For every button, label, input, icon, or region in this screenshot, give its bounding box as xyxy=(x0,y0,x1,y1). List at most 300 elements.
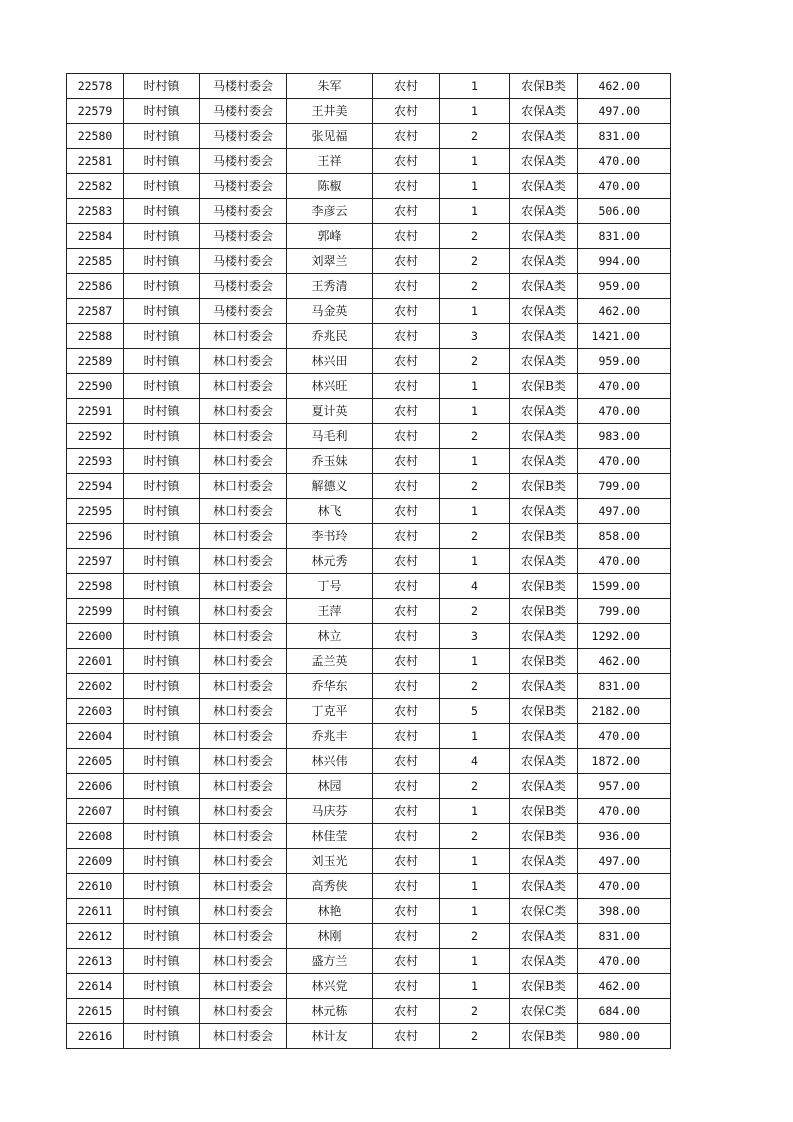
name-cell: 陈椒 xyxy=(287,174,373,199)
town-cell: 时村镇 xyxy=(124,124,200,149)
household-count-cell: 1 xyxy=(440,549,510,574)
household-count-cell: 4 xyxy=(440,749,510,774)
row-id-cell: 22585 xyxy=(67,249,124,274)
row-id-cell: 22601 xyxy=(67,649,124,674)
row-id-cell: 22589 xyxy=(67,349,124,374)
area-type-cell: 农村 xyxy=(373,599,440,624)
amount-cell: 831.00 xyxy=(578,124,671,149)
household-count-cell: 3 xyxy=(440,324,510,349)
amount-cell: 470.00 xyxy=(578,549,671,574)
name-cell: 林兴旺 xyxy=(287,374,373,399)
household-count-cell: 2 xyxy=(440,474,510,499)
insurance-category-cell: 农保C类 xyxy=(510,999,578,1024)
town-cell: 时村镇 xyxy=(124,649,200,674)
household-count-cell: 2 xyxy=(440,824,510,849)
row-id-cell: 22586 xyxy=(67,274,124,299)
amount-cell: 462.00 xyxy=(578,74,671,99)
village-cell: 林口村委会 xyxy=(200,799,287,824)
insurance-category-cell: 农保A类 xyxy=(510,874,578,899)
area-type-cell: 农村 xyxy=(373,249,440,274)
insurance-category-cell: 农保C类 xyxy=(510,899,578,924)
amount-cell: 983.00 xyxy=(578,424,671,449)
row-id-cell: 22593 xyxy=(67,449,124,474)
insurance-category-cell: 农保B类 xyxy=(510,599,578,624)
table-row xyxy=(67,449,671,474)
table-row xyxy=(67,974,671,999)
insurance-category-cell: 农保B类 xyxy=(510,474,578,499)
town-cell: 时村镇 xyxy=(124,724,200,749)
table-row xyxy=(67,799,671,824)
table-row xyxy=(67,624,671,649)
town-cell: 时村镇 xyxy=(124,974,200,999)
name-cell: 林元栋 xyxy=(287,999,373,1024)
household-count-cell: 1 xyxy=(440,399,510,424)
row-id-cell: 22584 xyxy=(67,224,124,249)
table-row xyxy=(67,299,671,324)
name-cell: 王秀清 xyxy=(287,274,373,299)
village-cell: 林口村委会 xyxy=(200,649,287,674)
row-id-cell: 22613 xyxy=(67,949,124,974)
name-cell: 林艳 xyxy=(287,899,373,924)
insurance-category-cell: 农保A类 xyxy=(510,224,578,249)
household-count-cell: 5 xyxy=(440,699,510,724)
household-count-cell: 1 xyxy=(440,849,510,874)
village-cell: 林口村委会 xyxy=(200,849,287,874)
village-cell: 马楼村委会 xyxy=(200,274,287,299)
name-cell: 丁号 xyxy=(287,574,373,599)
name-cell: 林立 xyxy=(287,624,373,649)
village-cell: 林口村委会 xyxy=(200,674,287,699)
household-count-cell: 2 xyxy=(440,674,510,699)
row-id-cell: 22608 xyxy=(67,824,124,849)
amount-cell: 470.00 xyxy=(578,724,671,749)
row-id-cell: 22598 xyxy=(67,574,124,599)
village-cell: 林口村委会 xyxy=(200,399,287,424)
town-cell: 时村镇 xyxy=(124,324,200,349)
amount-cell: 497.00 xyxy=(578,499,671,524)
area-type-cell: 农村 xyxy=(373,549,440,574)
area-type-cell: 农村 xyxy=(373,699,440,724)
insurance-category-cell: 农保A类 xyxy=(510,274,578,299)
table-row xyxy=(67,599,671,624)
amount-cell: 462.00 xyxy=(578,974,671,999)
insurance-category-cell: 农保A类 xyxy=(510,249,578,274)
table-row xyxy=(67,324,671,349)
amount-cell: 470.00 xyxy=(578,449,671,474)
area-type-cell: 农村 xyxy=(373,924,440,949)
area-type-cell: 农村 xyxy=(373,524,440,549)
area-type-cell: 农村 xyxy=(373,274,440,299)
area-type-cell: 农村 xyxy=(373,449,440,474)
town-cell: 时村镇 xyxy=(124,449,200,474)
village-cell: 林口村委会 xyxy=(200,949,287,974)
household-count-cell: 1 xyxy=(440,99,510,124)
name-cell: 丁克平 xyxy=(287,699,373,724)
table-row xyxy=(67,999,671,1024)
name-cell: 李书玲 xyxy=(287,524,373,549)
area-type-cell: 农村 xyxy=(373,799,440,824)
amount-cell: 470.00 xyxy=(578,799,671,824)
insurance-category-cell: 农保A类 xyxy=(510,349,578,374)
household-count-cell: 1 xyxy=(440,499,510,524)
row-id-cell: 22580 xyxy=(67,124,124,149)
village-cell: 林口村委会 xyxy=(200,924,287,949)
area-type-cell: 农村 xyxy=(373,874,440,899)
area-type-cell: 农村 xyxy=(373,499,440,524)
area-type-cell: 农村 xyxy=(373,649,440,674)
table-row xyxy=(67,849,671,874)
table-row xyxy=(67,99,671,124)
area-type-cell: 农村 xyxy=(373,224,440,249)
name-cell: 乔华东 xyxy=(287,674,373,699)
name-cell: 乔玉妹 xyxy=(287,449,373,474)
village-cell: 林口村委会 xyxy=(200,749,287,774)
household-count-cell: 1 xyxy=(440,874,510,899)
insurance-category-cell: 农保B类 xyxy=(510,524,578,549)
area-type-cell: 农村 xyxy=(373,674,440,699)
table-row xyxy=(67,774,671,799)
area-type-cell: 农村 xyxy=(373,74,440,99)
area-type-cell: 农村 xyxy=(373,299,440,324)
insurance-category-cell: 农保A类 xyxy=(510,324,578,349)
insurance-category-cell: 农保A类 xyxy=(510,199,578,224)
row-id-cell: 22591 xyxy=(67,399,124,424)
town-cell: 时村镇 xyxy=(124,599,200,624)
amount-cell: 470.00 xyxy=(578,874,671,899)
village-cell: 林口村委会 xyxy=(200,374,287,399)
area-type-cell: 农村 xyxy=(373,174,440,199)
name-cell: 乔兆民 xyxy=(287,324,373,349)
row-id-cell: 22592 xyxy=(67,424,124,449)
insurance-category-cell: 农保A类 xyxy=(510,924,578,949)
table-row xyxy=(67,874,671,899)
row-id-cell: 22606 xyxy=(67,774,124,799)
name-cell: 林佳莹 xyxy=(287,824,373,849)
table-row xyxy=(67,399,671,424)
household-count-cell: 1 xyxy=(440,74,510,99)
amount-cell: 398.00 xyxy=(578,899,671,924)
row-id-cell: 22611 xyxy=(67,899,124,924)
insurance-category-cell: 农保A类 xyxy=(510,424,578,449)
row-id-cell: 22596 xyxy=(67,524,124,549)
name-cell: 刘翠兰 xyxy=(287,249,373,274)
insurance-category-cell: 农保A类 xyxy=(510,674,578,699)
table-row xyxy=(67,549,671,574)
amount-cell: 497.00 xyxy=(578,99,671,124)
town-cell: 时村镇 xyxy=(124,99,200,124)
village-cell: 林口村委会 xyxy=(200,499,287,524)
row-id-cell: 22605 xyxy=(67,749,124,774)
village-cell: 林口村委会 xyxy=(200,549,287,574)
row-id-cell: 22594 xyxy=(67,474,124,499)
name-cell: 王祥 xyxy=(287,149,373,174)
town-cell: 时村镇 xyxy=(124,849,200,874)
row-id-cell: 22595 xyxy=(67,499,124,524)
insurance-category-cell: 农保B类 xyxy=(510,374,578,399)
household-count-cell: 1 xyxy=(440,299,510,324)
village-cell: 马楼村委会 xyxy=(200,174,287,199)
name-cell: 林园 xyxy=(287,774,373,799)
table-row xyxy=(67,74,671,99)
name-cell: 刘玉光 xyxy=(287,849,373,874)
village-cell: 林口村委会 xyxy=(200,724,287,749)
name-cell: 盛方兰 xyxy=(287,949,373,974)
insurance-category-cell: 农保A类 xyxy=(510,399,578,424)
household-count-cell: 4 xyxy=(440,574,510,599)
area-type-cell: 农村 xyxy=(373,349,440,374)
area-type-cell: 农村 xyxy=(373,624,440,649)
amount-cell: 980.00 xyxy=(578,1024,671,1049)
row-id-cell: 22583 xyxy=(67,199,124,224)
name-cell: 乔兆丰 xyxy=(287,724,373,749)
name-cell: 林兴田 xyxy=(287,349,373,374)
insurance-category-cell: 农保B类 xyxy=(510,799,578,824)
table-row xyxy=(67,949,671,974)
name-cell: 林兴党 xyxy=(287,974,373,999)
household-count-cell: 1 xyxy=(440,724,510,749)
town-cell: 时村镇 xyxy=(124,424,200,449)
village-cell: 马楼村委会 xyxy=(200,249,287,274)
household-count-cell: 2 xyxy=(440,599,510,624)
row-id-cell: 22604 xyxy=(67,724,124,749)
amount-cell: 1599.00 xyxy=(578,574,671,599)
area-type-cell: 农村 xyxy=(373,199,440,224)
table-row xyxy=(67,274,671,299)
area-type-cell: 农村 xyxy=(373,424,440,449)
amount-cell: 1292.00 xyxy=(578,624,671,649)
row-id-cell: 22587 xyxy=(67,299,124,324)
village-cell: 林口村委会 xyxy=(200,424,287,449)
name-cell: 王井美 xyxy=(287,99,373,124)
insurance-category-cell: 农保A类 xyxy=(510,99,578,124)
amount-cell: 957.00 xyxy=(578,774,671,799)
household-count-cell: 1 xyxy=(440,174,510,199)
amount-cell: 831.00 xyxy=(578,674,671,699)
area-type-cell: 农村 xyxy=(373,474,440,499)
row-id-cell: 22603 xyxy=(67,699,124,724)
insurance-category-cell: 农保A类 xyxy=(510,624,578,649)
table-row xyxy=(67,649,671,674)
household-count-cell: 1 xyxy=(440,899,510,924)
town-cell: 时村镇 xyxy=(124,949,200,974)
name-cell: 林刚 xyxy=(287,924,373,949)
town-cell: 时村镇 xyxy=(124,274,200,299)
area-type-cell: 农村 xyxy=(373,949,440,974)
amount-cell: 799.00 xyxy=(578,599,671,624)
insurance-category-cell: 农保A类 xyxy=(510,299,578,324)
area-type-cell: 农村 xyxy=(373,399,440,424)
area-type-cell: 农村 xyxy=(373,849,440,874)
area-type-cell: 农村 xyxy=(373,724,440,749)
area-type-cell: 农村 xyxy=(373,774,440,799)
town-cell: 时村镇 xyxy=(124,824,200,849)
household-count-cell: 3 xyxy=(440,624,510,649)
village-cell: 林口村委会 xyxy=(200,574,287,599)
name-cell: 高秀侠 xyxy=(287,874,373,899)
table-row xyxy=(67,349,671,374)
household-count-cell: 2 xyxy=(440,999,510,1024)
row-id-cell: 22581 xyxy=(67,149,124,174)
table-row xyxy=(67,199,671,224)
row-id-cell: 22590 xyxy=(67,374,124,399)
name-cell: 林元秀 xyxy=(287,549,373,574)
amount-cell: 831.00 xyxy=(578,224,671,249)
row-id-cell: 22602 xyxy=(67,674,124,699)
village-cell: 林口村委会 xyxy=(200,974,287,999)
row-id-cell: 22609 xyxy=(67,849,124,874)
area-type-cell: 农村 xyxy=(373,974,440,999)
area-type-cell: 农村 xyxy=(373,999,440,1024)
table-row xyxy=(67,924,671,949)
amount-cell: 959.00 xyxy=(578,349,671,374)
village-cell: 马楼村委会 xyxy=(200,149,287,174)
town-cell: 时村镇 xyxy=(124,874,200,899)
town-cell: 时村镇 xyxy=(124,624,200,649)
area-type-cell: 农村 xyxy=(373,824,440,849)
village-cell: 林口村委会 xyxy=(200,324,287,349)
household-count-cell: 2 xyxy=(440,249,510,274)
area-type-cell: 农村 xyxy=(373,324,440,349)
table-row xyxy=(67,674,671,699)
table-row xyxy=(67,1024,671,1049)
household-count-cell: 1 xyxy=(440,649,510,674)
village-cell: 马楼村委会 xyxy=(200,99,287,124)
town-cell: 时村镇 xyxy=(124,349,200,374)
town-cell: 时村镇 xyxy=(124,374,200,399)
row-id-cell: 22616 xyxy=(67,1024,124,1049)
town-cell: 时村镇 xyxy=(124,674,200,699)
row-id-cell: 22578 xyxy=(67,74,124,99)
village-cell: 林口村委会 xyxy=(200,899,287,924)
row-id-cell: 22614 xyxy=(67,974,124,999)
household-count-cell: 1 xyxy=(440,149,510,174)
table-row xyxy=(67,499,671,524)
town-cell: 时村镇 xyxy=(124,74,200,99)
table-row xyxy=(67,224,671,249)
amount-cell: 497.00 xyxy=(578,849,671,874)
household-count-cell: 2 xyxy=(440,124,510,149)
village-cell: 林口村委会 xyxy=(200,449,287,474)
amount-cell: 831.00 xyxy=(578,924,671,949)
row-id-cell: 22599 xyxy=(67,599,124,624)
name-cell: 孟兰英 xyxy=(287,649,373,674)
name-cell: 王萍 xyxy=(287,599,373,624)
town-cell: 时村镇 xyxy=(124,574,200,599)
town-cell: 时村镇 xyxy=(124,149,200,174)
area-type-cell: 农村 xyxy=(373,1024,440,1049)
area-type-cell: 农村 xyxy=(373,99,440,124)
amount-cell: 470.00 xyxy=(578,374,671,399)
name-cell: 马庆芬 xyxy=(287,799,373,824)
town-cell: 时村镇 xyxy=(124,799,200,824)
row-id-cell: 22597 xyxy=(67,549,124,574)
household-count-cell: 1 xyxy=(440,199,510,224)
village-cell: 马楼村委会 xyxy=(200,74,287,99)
insurance-category-cell: 农保B类 xyxy=(510,1024,578,1049)
area-type-cell: 农村 xyxy=(373,899,440,924)
household-count-cell: 1 xyxy=(440,974,510,999)
town-cell: 时村镇 xyxy=(124,1024,200,1049)
table-row xyxy=(67,374,671,399)
village-cell: 林口村委会 xyxy=(200,474,287,499)
name-cell: 林飞 xyxy=(287,499,373,524)
row-id-cell: 22615 xyxy=(67,999,124,1024)
table-row xyxy=(67,724,671,749)
name-cell: 郭峰 xyxy=(287,224,373,249)
household-count-cell: 2 xyxy=(440,924,510,949)
village-cell: 马楼村委会 xyxy=(200,299,287,324)
town-cell: 时村镇 xyxy=(124,899,200,924)
household-count-cell: 2 xyxy=(440,224,510,249)
insurance-category-cell: 农保A类 xyxy=(510,774,578,799)
area-type-cell: 农村 xyxy=(373,149,440,174)
village-cell: 马楼村委会 xyxy=(200,224,287,249)
table-row xyxy=(67,174,671,199)
village-cell: 林口村委会 xyxy=(200,599,287,624)
name-cell: 夏计英 xyxy=(287,399,373,424)
insurance-category-cell: 农保A类 xyxy=(510,174,578,199)
household-count-cell: 2 xyxy=(440,1024,510,1049)
household-count-cell: 2 xyxy=(440,774,510,799)
village-cell: 林口村委会 xyxy=(200,699,287,724)
insurance-category-cell: 农保A类 xyxy=(510,449,578,474)
amount-cell: 1421.00 xyxy=(578,324,671,349)
table-row xyxy=(67,749,671,774)
data-table xyxy=(66,73,671,1049)
name-cell: 解德义 xyxy=(287,474,373,499)
insurance-category-cell: 农保A类 xyxy=(510,149,578,174)
insurance-category-cell: 农保A类 xyxy=(510,549,578,574)
row-id-cell: 22612 xyxy=(67,924,124,949)
amount-cell: 959.00 xyxy=(578,274,671,299)
town-cell: 时村镇 xyxy=(124,699,200,724)
amount-cell: 936.00 xyxy=(578,824,671,849)
town-cell: 时村镇 xyxy=(124,299,200,324)
row-id-cell: 22582 xyxy=(67,174,124,199)
insurance-category-cell: 农保B类 xyxy=(510,974,578,999)
insurance-category-cell: 农保B类 xyxy=(510,649,578,674)
amount-cell: 994.00 xyxy=(578,249,671,274)
table-row xyxy=(67,899,671,924)
village-cell: 林口村委会 xyxy=(200,824,287,849)
table-row xyxy=(67,524,671,549)
amount-cell: 684.00 xyxy=(578,999,671,1024)
amount-cell: 470.00 xyxy=(578,949,671,974)
household-count-cell: 1 xyxy=(440,949,510,974)
name-cell: 马金英 xyxy=(287,299,373,324)
insurance-category-cell: 农保B类 xyxy=(510,574,578,599)
town-cell: 时村镇 xyxy=(124,224,200,249)
insurance-category-cell: 农保A类 xyxy=(510,749,578,774)
amount-cell: 470.00 xyxy=(578,149,671,174)
town-cell: 时村镇 xyxy=(124,549,200,574)
area-type-cell: 农村 xyxy=(373,374,440,399)
insurance-category-cell: 农保B类 xyxy=(510,74,578,99)
insurance-category-cell: 农保A类 xyxy=(510,499,578,524)
village-cell: 林口村委会 xyxy=(200,349,287,374)
household-count-cell: 1 xyxy=(440,449,510,474)
town-cell: 时村镇 xyxy=(124,174,200,199)
table-row xyxy=(67,124,671,149)
household-count-cell: 2 xyxy=(440,524,510,549)
table-row xyxy=(67,249,671,274)
village-cell: 林口村委会 xyxy=(200,1024,287,1049)
town-cell: 时村镇 xyxy=(124,774,200,799)
town-cell: 时村镇 xyxy=(124,399,200,424)
row-id-cell: 22588 xyxy=(67,324,124,349)
table-row xyxy=(67,824,671,849)
table-row xyxy=(67,474,671,499)
